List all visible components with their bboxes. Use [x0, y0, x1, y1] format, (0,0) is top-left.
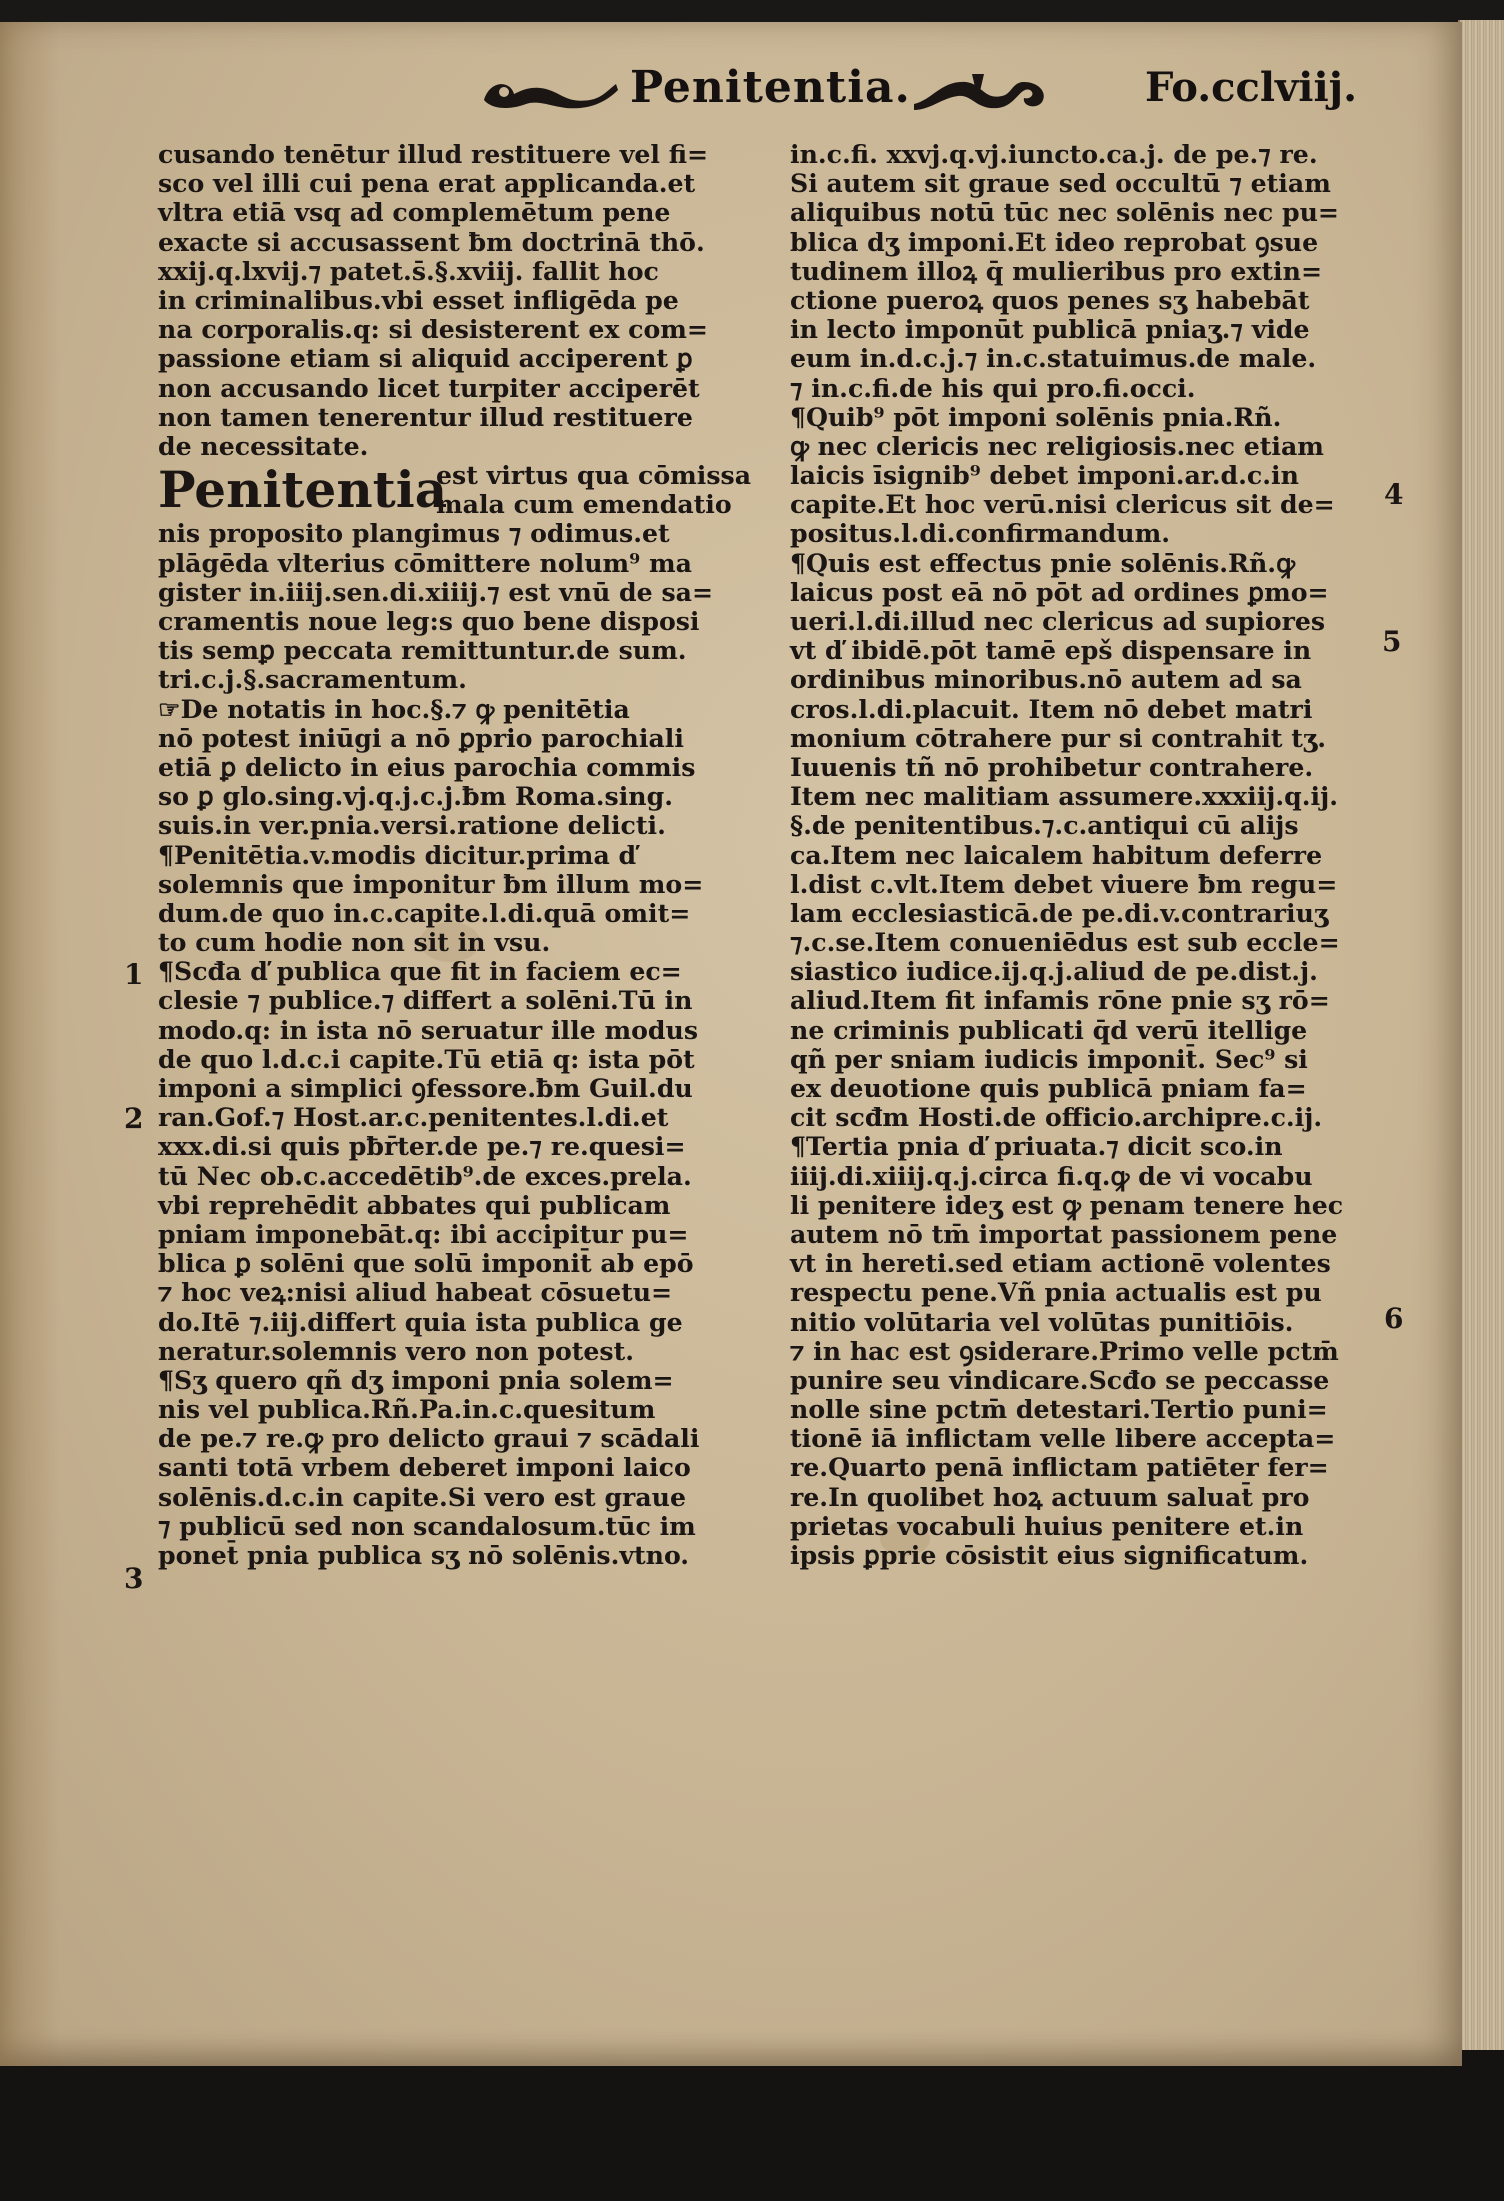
text-line: neratur.solemnis vero non potest.	[158, 1335, 635, 1366]
headword-gloss	[436, 461, 751, 519]
text-line: ne criminis publicati q̄d verū itellige	[790, 1014, 1308, 1045]
text-line: imponi a simplici ꝯfessore.ƀm Guil.du	[158, 1073, 693, 1104]
left-column-text-a	[158, 140, 774, 461]
text-line: ueri.l.di.illud nec clericus ad supiores	[790, 606, 1326, 636]
text-line: ꝙ nec clericis nec religiosis.nec etiam	[790, 430, 1324, 461]
text-line: ex deuotione quis publicā pniam fa=	[790, 1073, 1307, 1103]
text-line: ⁊ publicū sed non scandalosum.tūc im	[158, 1510, 696, 1541]
page-edges	[1458, 20, 1504, 2050]
text-line: capite.Et hoc verū.nisi clericus sit de=	[790, 489, 1335, 520]
text-line: ipsis ꝑprie cōsistit eius significatum.	[790, 1540, 1309, 1570]
text-line: ⁊ hoc veꝝ:nisi aliud habeat cōsuetu=	[158, 1277, 673, 1308]
right-fleuron-ornament	[912, 70, 1052, 116]
text-line: sco vel illi cui pena erat applicanda.et	[158, 168, 696, 199]
text-line: xxx.di.si quis pƀr̄ter.de pe.⁊ re.quesi=	[158, 1131, 686, 1162]
text-line: est virtus qua cōmissa	[436, 460, 752, 491]
text-line: so ꝑ glo.sing.vj.q.j.c.j.ƀm Roma.sing.	[158, 781, 673, 812]
text-line: ordinibus minoribus.nō autem ad sa	[790, 664, 1302, 695]
text-line: nolle sine pctm̄ detestari.Tertio puni=	[790, 1394, 1328, 1425]
headword: Penitentia	[158, 460, 448, 520]
text-line: tionē iā inflictam velle libere accepta=	[790, 1423, 1336, 1454]
text-line: ¶Tertia pnia ď priuata.⁊ dicit sco.in	[790, 1131, 1283, 1162]
text-line: in.c.fi. xxvj.q.vj.iuncto.ca.j. de pe.⁊ re.	[790, 139, 1318, 169]
text-line: modo.q: in ista nō seruatur ille modus	[158, 1014, 699, 1045]
text-line: non tamen tenerentur illud restituere	[158, 401, 693, 432]
text-line: ran.Gof.⁊ Host.ar.c.penitentes.l.di.et	[158, 1102, 669, 1133]
text-line: do.Itē ⁊.iij.differt quia ista publica ge	[158, 1306, 683, 1337]
text-line: aliquibus notū tūc nec solēnis nec pu=	[790, 197, 1340, 228]
text-line: li penitere ideʒ est ꝙ penam tenere hec	[790, 1189, 1344, 1220]
text-line: na corporalis.q: si desisterent ex com=	[158, 314, 709, 345]
text-line: ¶Scđa ď publica que fit in faciem ec=	[158, 956, 682, 987]
text-line: blica dʒ imponi.Et ideo reprobat ꝯsue	[790, 226, 1319, 257]
text-line: non accusando licet turpiter acciperēt	[158, 372, 700, 403]
running-header	[480, 62, 1380, 132]
text-line: prietas vocabuli huius penitere et.in	[790, 1510, 1304, 1541]
text-line: blica ꝑ solēni que solū imponit̄ ab epō	[158, 1248, 694, 1279]
text-line: l.dist c.vlt.Item debet viuere ƀm regu=	[790, 868, 1338, 899]
text-line: aliud.Item fit infamis rōne pnie sʒ rō=	[790, 985, 1330, 1016]
text-line: ☞De notatis in hoc.§.⁊ ꝙ penitētia	[158, 693, 630, 724]
text-line: ca.Item nec laicalem habitum deferre	[790, 839, 1323, 870]
text-line: ⁊ in hac est ꝯsiderare.Primo velle pctm̄	[790, 1335, 1339, 1366]
gutter-shadow	[0, 22, 60, 2066]
text-line: ¶Sʒ quero qñ dʒ imponi pnia solem=	[158, 1364, 674, 1395]
text-line: de pe.⁊ re.ꝙ pro delicto graui ⁊ scādali	[158, 1423, 700, 1454]
folio-number: Fo.cclviij.	[1145, 64, 1358, 111]
margin-number: 1	[124, 958, 144, 991]
text-line: to cum hodie non sit in vsu.	[158, 927, 551, 958]
text-line: tis semꝑ peccata remittuntur.de sum.	[158, 635, 687, 666]
text-line: de quo l.d.c.i capite.Tū etiā q: ista pōt	[158, 1043, 695, 1074]
left-column	[158, 140, 774, 1570]
text-line: nitio volūtaria vel volūtas punitiōis.	[790, 1306, 1294, 1337]
text-line: re.In quolibet hoꝝ actuum saluat̄ pro	[790, 1481, 1310, 1512]
text-line: tudinem illoꝝ q̄ mulieribus pro extin=	[790, 255, 1323, 286]
text-line: siastico iudice.ij.q.j.aliud de pe.dist.j.	[790, 956, 1318, 987]
text-line: nō potest iniūgi a nō ꝑprio parochiali	[158, 722, 684, 753]
margin-number: 3	[124, 1562, 144, 1595]
text-line: lam ecclesiasticā.de pe.di.v.contrariuʒ	[790, 897, 1329, 928]
text-line: dum.de quo in.c.capite.l.di.quā omit=	[158, 897, 691, 928]
text-line: Si autem sit graue sed occultū ⁊ etiam	[790, 168, 1331, 199]
left-column-text-b	[158, 519, 774, 1570]
text-line: cit scđm Hosti.de officio.archipre.c.ij.	[790, 1102, 1323, 1133]
text-line: ¶Quib⁹ pōt imponi solēnis pnia.Rñ.	[790, 401, 1282, 432]
text-line: ⁊ in.c.fi.de his qui pro.fi.occi.	[790, 372, 1196, 403]
text-line: solemnis que imponitur ƀm illum mo=	[158, 868, 704, 899]
text-line: ⁊.c.se.Item conueniēdus est sub eccle=	[790, 927, 1340, 958]
margin-number: 2	[124, 1102, 144, 1135]
text-line: respectu pene.Vñ pnia actualis est pu	[790, 1277, 1322, 1308]
text-line: ctione pueroꝝ quos penes sʒ habebāt	[790, 284, 1310, 315]
text-line: autem nō tm̄ importat passionem pene	[790, 1218, 1338, 1249]
text-line: cusando tenētur illud restituere vel fi=	[158, 139, 709, 169]
text-line: passione etiam si aliquid acciperent ꝑ	[158, 343, 693, 374]
section-heading-penitentia	[158, 461, 774, 519]
text-line: nis proposito plangimus ⁊ odimus.et	[158, 518, 670, 549]
text-line: clesie ⁊ publice.⁊ differt a solēni.Tū in	[158, 985, 693, 1016]
text-line: in criminalibus.vbi esset infligēda pe	[158, 284, 679, 315]
text-line: laicis īsignib⁹ debet imponi.ar.d.c.in	[790, 460, 1299, 491]
text-line: mala cum emendatio	[436, 489, 732, 520]
text-line: cramentis noue leg:s quo bene disposi	[158, 606, 700, 637]
margin-number: 4	[1384, 478, 1404, 511]
text-line: tū Nec ob.c.accedētib⁹.de exces.prela.	[158, 1160, 692, 1191]
text-line: laicus post eā nō pōt ad ordines ꝑmo=	[790, 576, 1329, 607]
text-line: Iuuenis tñ nō prohibetur contrahere.	[790, 751, 1314, 782]
text-line: etiā ꝑ delicto in eius parochia commis	[158, 751, 696, 782]
text-line: monium cōtrahere pur si contrahit tʒ.	[790, 722, 1326, 753]
margin-number: 6	[1384, 1302, 1404, 1335]
text-line: tri.c.j.§.sacramentum.	[158, 664, 467, 695]
text-line: punire seu vindicare.Scđo se peccasse	[790, 1364, 1330, 1395]
text-line: ¶Quis est effectus pnie solēnis.Rñ.ꝙ	[790, 547, 1295, 578]
text-line: pniam imponebāt.q: ibi accipitur pu=	[158, 1218, 689, 1249]
text-line: santi totā vrbem deberet imponi laico	[158, 1452, 691, 1483]
left-fleuron-ornament	[480, 70, 620, 116]
right-column	[790, 140, 1368, 1570]
page-title: Penitentia.	[630, 62, 911, 113]
text-line: suis.in ver.pnia.versi.ratione delicti.	[158, 810, 666, 841]
text-line: vt in hereti.sed etiam actionē volentes	[790, 1248, 1331, 1279]
text-line: §.de penitentibus.⁊.c.antiqui cū alijs	[790, 810, 1299, 841]
text-line: cros.l.di.placuit. Item nō debet matri	[790, 693, 1313, 724]
text-line: positus.l.di.confirmandum.	[790, 518, 1171, 549]
text-line: nis vel publica.Rñ.Pa.in.c.quesitum	[158, 1394, 656, 1425]
text-line: in lecto imponūt publicā pniaʒ.⁊ vide	[790, 314, 1310, 345]
text-line: de necessitate.	[158, 430, 369, 461]
text-line: qñ per sniam iudicis imponit̄. Sec⁹ si	[790, 1043, 1308, 1074]
text-line: solēnis.d.c.in capite.Si vero est graue	[158, 1481, 686, 1512]
text-line: vbi reprehēdit abbates qui publicam	[158, 1189, 671, 1220]
text-line: gister in.iiij.sen.di.xiiij.⁊ est vnū de sa=	[158, 576, 714, 607]
text-line: plāgēda vlterius cōmittere nolum⁹ ma	[158, 547, 692, 578]
text-line: eum in.d.c.j.⁊ in.c.statuimus.de male.	[790, 343, 1317, 374]
text-line: ponet̄ pnia publica sʒ nō solēnis.vtno.	[158, 1540, 690, 1571]
text-line: Item nec malitiam assumere.xxxiij.q.ij.	[790, 781, 1338, 812]
text-line: xxij.q.lxvij.⁊ patet.s̄.§.xviij. fallit hoc	[158, 255, 659, 286]
text-line: iiij.di.xiiij.q.j.circa fi.q.ꝙ de vi vocabu	[790, 1160, 1313, 1191]
text-line: vltra etiā vsq ad complemētum pene	[158, 197, 671, 228]
text-line: re.Quarto penā inflictam patiēter fer=	[790, 1452, 1329, 1483]
text-line: vt ď ibidē.pōt tamē epš dispensare in	[790, 635, 1312, 666]
margin-number: 5	[1382, 625, 1402, 658]
text-line: exacte si accusassent ƀm doctrinā thō.	[158, 226, 705, 257]
text-line: ¶Penitētia.v.modis dicitur.prima ď	[158, 839, 637, 870]
